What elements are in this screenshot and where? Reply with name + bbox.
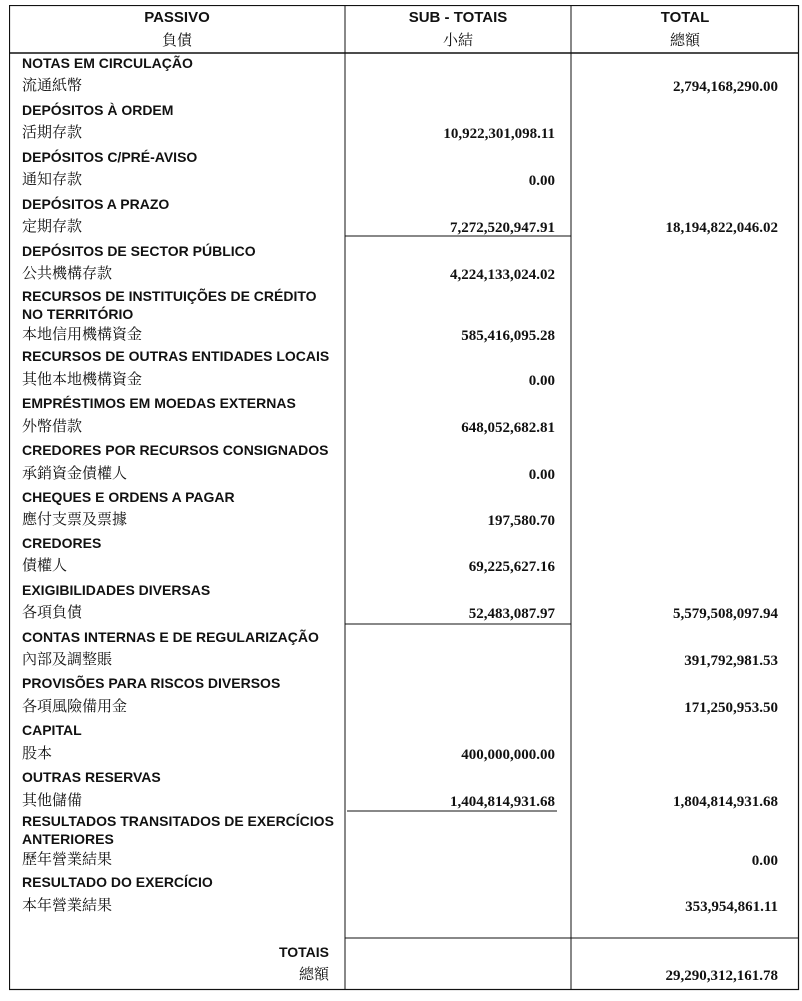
row-subtotal: 52,483,087.97 — [468, 606, 555, 622]
row-label-zh: 通知存款 — [22, 170, 83, 188]
row-total: 353,954,861.11 — [685, 899, 778, 915]
row-total: 0.00 — [751, 853, 778, 869]
row-label-zh: 流通紙幣 — [22, 76, 83, 94]
row-label-zh: 各項風險備用金 — [22, 697, 128, 715]
row-total: 391,792,981.53 — [684, 653, 778, 669]
row-total: 1,804,814,931.68 — [673, 794, 778, 810]
row-label: RECURSOS DE OUTRAS ENTIDADES LOCAIS — [22, 348, 330, 364]
row-subtotal: 69,225,627.16 — [468, 559, 555, 575]
row-total: 171,250,953.50 — [684, 700, 778, 716]
row-label: DEPÓSITOS À ORDEM — [22, 102, 174, 118]
balance-sheet-liabilities — [9, 5, 800, 991]
header-subtotais: SUB - TOTAIS — [408, 9, 508, 26]
row-total: 2,794,168,290.00 — [673, 79, 778, 95]
row-label-zh: 股本 — [22, 744, 53, 762]
row-label-zh: 其他儲備 — [22, 791, 83, 809]
row-label-zh: 本地信用機構資金 — [22, 325, 143, 343]
row-label: CREDORES POR RECURSOS CONSIGNADOS — [22, 442, 329, 458]
row-label: RESULTADO DO EXERCÍCIO — [22, 874, 213, 890]
row-subtotal: 400,000,000.00 — [461, 747, 555, 763]
header-subtotais-zh: 小結 — [442, 31, 473, 49]
row-subtotal: 7,272,520,947.91 — [450, 220, 555, 236]
row-label-zh: 公共機構存款 — [22, 264, 113, 282]
row-label-zh: 外幣借款 — [22, 417, 83, 435]
row-label: PROVISÕES PARA RISCOS DIVERSOS — [22, 675, 281, 691]
row-label-zh: 應付支票及票據 — [22, 510, 128, 528]
row-label-zh: 其他本地機構資金 — [22, 370, 143, 388]
totals-label: TOTAIS — [278, 944, 329, 960]
header-total: TOTAL — [660, 9, 710, 26]
header-total-zh: 總額 — [669, 31, 700, 49]
row-label-zh: 定期存款 — [22, 217, 83, 235]
row-label: CHEQUES E ORDENS A PAGAR — [22, 489, 235, 505]
grand-total: 29,290,312,161.78 — [665, 968, 778, 984]
row-label-zh: 各項負債 — [22, 603, 83, 621]
header-passivo-zh: 負債 — [161, 31, 192, 49]
row-label: CREDORES — [22, 535, 102, 551]
row-subtotal: 0.00 — [528, 467, 555, 483]
row-label: EXIGIBILIDADES DIVERSAS — [22, 582, 211, 598]
row-subtotal: 10,922,301,098.11 — [443, 126, 555, 142]
row-label-cont: NO TERRITÓRIO — [22, 306, 134, 322]
row-label: DEPÓSITOS DE SECTOR PÚBLICO — [22, 243, 256, 259]
header-passivo: PASSIVO — [144, 9, 210, 26]
row-subtotal: 585,416,095.28 — [461, 328, 555, 344]
row-label: DEPÓSITOS A PRAZO — [22, 196, 170, 212]
row-label-cont: ANTERIORES — [22, 831, 114, 847]
row-label: RECURSOS DE INSTITUIÇÕES DE CRÉDITO — [22, 288, 317, 304]
row-label: CAPITAL — [22, 722, 82, 738]
row-label-zh: 歷年營業結果 — [22, 850, 113, 868]
row-label: CONTAS INTERNAS E DE REGULARIZAÇÃO — [22, 629, 319, 645]
row-label-zh: 本年營業結果 — [22, 896, 113, 914]
row-label: EMPRÉSTIMOS EM MOEDAS EXTERNAS — [22, 395, 296, 411]
totals-label-zh: 總額 — [298, 965, 329, 983]
row-subtotal: 1,404,814,931.68 — [450, 794, 555, 810]
row-subtotal: 0.00 — [528, 173, 555, 189]
row-label: RESULTADOS TRANSITADOS DE EXERCÍCIOS — [22, 813, 334, 829]
row-label: DEPÓSITOS C/PRÉ-AVISO — [22, 149, 198, 165]
row-subtotal: 4,224,133,024.02 — [450, 267, 555, 283]
row-subtotal: 0.00 — [528, 373, 555, 389]
row-label: NOTAS EM CIRCULAÇÃO — [22, 55, 193, 71]
row-label-zh: 內部及調整賬 — [22, 650, 113, 668]
row-label: OUTRAS RESERVAS — [22, 769, 161, 785]
row-label-zh: 承銷資金債權人 — [22, 464, 128, 482]
row-label-zh: 債權人 — [22, 556, 68, 574]
row-total: 18,194,822,046.02 — [665, 220, 778, 236]
row-label-zh: 活期存款 — [22, 123, 83, 141]
row-subtotal: 197,580.70 — [487, 513, 555, 529]
row-total: 5,579,508,097.94 — [673, 606, 778, 622]
row-subtotal: 648,052,682.81 — [461, 420, 555, 436]
